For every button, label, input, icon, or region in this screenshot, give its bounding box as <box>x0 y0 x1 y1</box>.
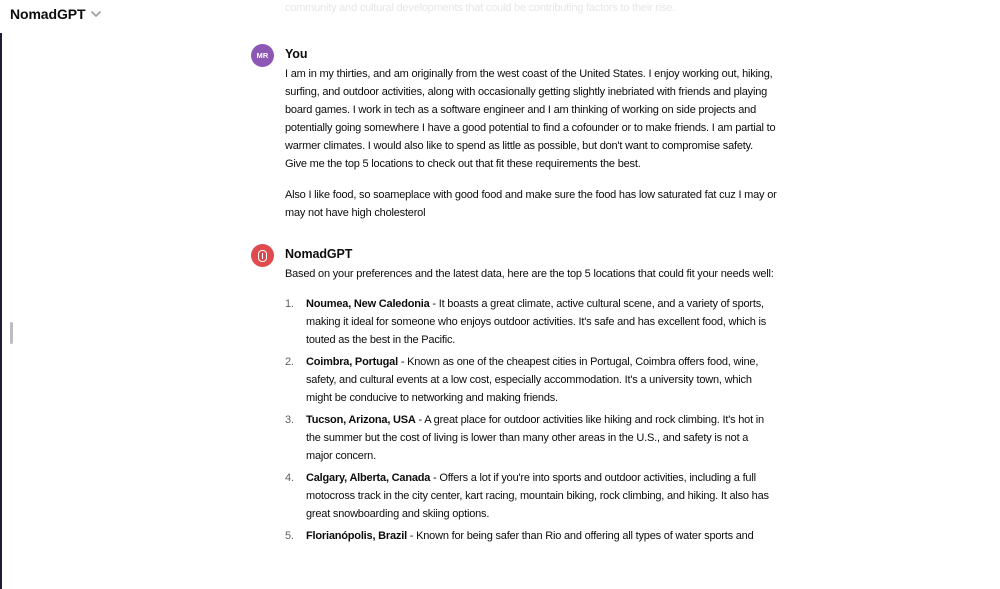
location-description: - A great place for outdoor activities like hiking and rock climbing. It's hot in the summer but the cost of living is lower than many other areas in the U.S., and safety is not a major concern. <box>306 414 764 462</box>
user-avatar <box>251 44 274 67</box>
list-item-number: 5. <box>285 530 294 542</box>
location-title: Noumea, New Caledonia <box>306 298 430 310</box>
list-item <box>285 469 777 523</box>
list-item-text <box>306 295 777 349</box>
list-item-text <box>306 527 777 545</box>
list-item <box>285 353 777 407</box>
assistant-avatar <box>251 244 274 267</box>
scrollbar-thumb[interactable] <box>10 322 13 344</box>
list-item-number: 2. <box>285 356 294 368</box>
list-item <box>285 295 777 349</box>
location-description: - Known as one of the cheapest cities in Portugal, Coimbra offers food, wine, safety, and cultural events at a low cost, especially accommodation. It's a university town, which might be conducive to networking and making friends. <box>306 356 759 404</box>
location-title: Coimbra, Portugal <box>306 356 398 368</box>
location-description: - Known for being safer than Rio and offering all types of water sports and <box>409 530 754 542</box>
list-item-number: 3. <box>285 414 294 426</box>
user-paragraph: I am in my thirties, and am originally from the west coast of the United States. I enjoy working out, hiking, surfing, and outdoor activities, along with occasionally getting slightly inebriated with friends and playing board games. I work in tech as a software engineer and I am thinking of working on side projects and potentially going somewhere I have a good potential to find a cofounder or to make friends. I am partial to warmer climates. I would also like to spend as little as possible, but don't want to compromise safety. Give me the top 5 locations to check out that fit these requirements the best. <box>285 68 776 170</box>
location-title: Florianópolis, Brazil <box>306 530 407 542</box>
model-switcher[interactable] <box>10 6 101 22</box>
location-description: - Offers a lot if you're into sports and outdoor activities, including a full motocross track in the city center, kart racing, mountain biking, rock climbing, and hiking. It also has great snowboarding and skiing options. <box>306 472 769 520</box>
list-item-number: 4. <box>285 472 294 484</box>
location-title: Tucson, Arizona, USA <box>306 414 416 426</box>
user-avatar-initials: MR <box>256 51 269 60</box>
assistant-author-name: NomadGPT <box>285 247 353 261</box>
locations-list <box>285 295 777 545</box>
app-title[interactable]: NomadGPT <box>10 6 86 22</box>
list-item-text <box>306 469 777 523</box>
list-item-text <box>306 411 777 465</box>
previous-message-tail: community and cultural developments that could be contributing factors to their rise. <box>285 2 676 14</box>
assistant-intro: Based on your preferences and the latest data, here are the top 5 locations that could fit your needs well: <box>285 268 774 280</box>
user-message <box>256 46 777 222</box>
user-paragraph: Also I like food, so soameplace with good food and make sure the food has low saturated fat cuz I may or may not have high cholesterol <box>285 189 777 219</box>
nomad-logo-icon <box>258 250 267 262</box>
list-item <box>285 527 777 545</box>
window-edge <box>0 33 2 589</box>
list-item-number: 1. <box>285 298 294 310</box>
assistant-message <box>285 246 777 545</box>
chevron-down-icon[interactable] <box>91 11 101 17</box>
location-title: Calgary, Alberta, Canada <box>306 472 431 484</box>
chat-column <box>256 0 777 549</box>
list-item-text <box>306 353 777 407</box>
user-author-name: You <box>285 47 308 61</box>
list-item <box>285 411 777 465</box>
location-description: - It boasts a great climate, active cultural scene, and a variety of sports, making it ideal for someone who enjoys outdoor activities. It's safe and has excellent food, which is touted as the best in the Pacific. <box>306 298 767 346</box>
